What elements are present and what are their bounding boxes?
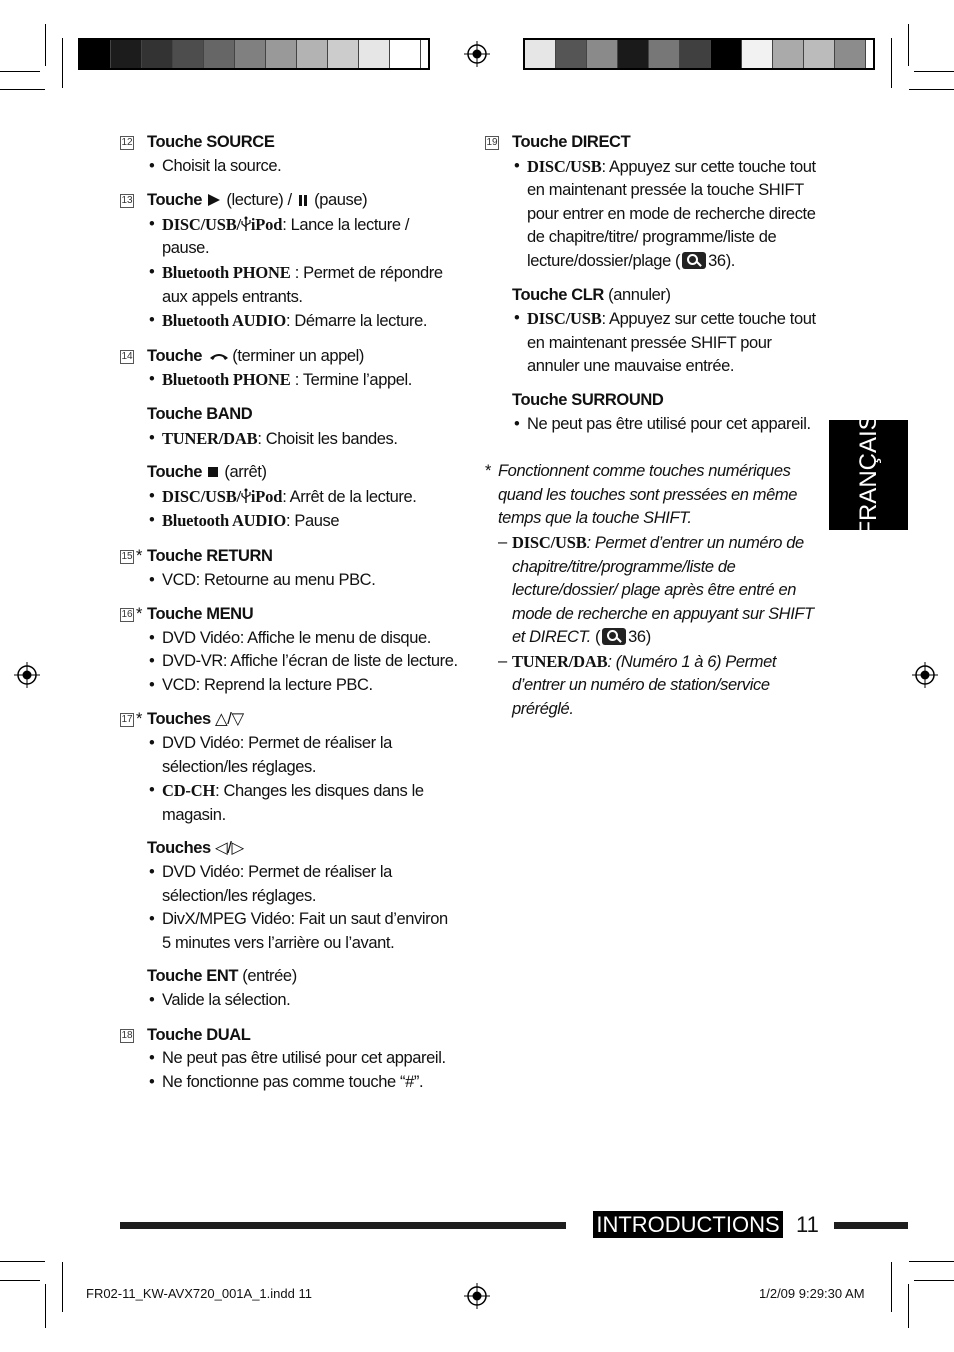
usb-icon bbox=[241, 216, 251, 232]
color-swatch bbox=[390, 40, 421, 68]
color-swatch bbox=[835, 40, 866, 68]
bullet: • Bluetooth PHONE : Termine l’appel. bbox=[120, 368, 460, 393]
bullet: • VCD: Reprend la lecture PBC. bbox=[120, 674, 460, 698]
color-swatch bbox=[297, 40, 328, 68]
bullet: • DISC/USB: Appuyez sur cette touche tout en maintenant pressée SHIFT pour annuler une mauvaise entrée. bbox=[485, 307, 825, 379]
crop-mark bbox=[908, 1284, 909, 1328]
color-swatch bbox=[235, 40, 266, 68]
bullet: • Valide la sélection. bbox=[120, 989, 460, 1013]
bullet: • DVD-VR: Affiche l’écran de liste de lecture. bbox=[120, 650, 460, 674]
item-number: 17 bbox=[121, 714, 133, 726]
bullet: • Ne peut pas être utilisé pour cet appareil. bbox=[485, 413, 825, 437]
crop-mark bbox=[909, 1261, 954, 1262]
section-heading: * Touche RETURN bbox=[136, 546, 273, 565]
crop-mark bbox=[914, 71, 954, 72]
bullet: • DISC/USB/ iPod: Lance la lecture / pause. bbox=[120, 213, 460, 261]
crop-mark bbox=[45, 1284, 46, 1328]
crop-mark bbox=[0, 1280, 40, 1281]
color-bar-left bbox=[78, 38, 430, 70]
color-swatch bbox=[111, 40, 142, 68]
right-column bbox=[485, 131, 825, 722]
color-swatch bbox=[173, 40, 204, 68]
section-heading: Touche (terminer un appel) bbox=[147, 346, 365, 365]
crop-mark bbox=[891, 38, 892, 88]
search-reference-icon bbox=[682, 252, 706, 269]
crop-mark bbox=[914, 1280, 954, 1281]
item-number: 19 bbox=[486, 137, 498, 148]
item-number: 15 bbox=[121, 550, 133, 562]
bullet: • Bluetooth PHONE : Permet de répondre aux appels entrants. bbox=[120, 261, 460, 309]
crop-mark bbox=[62, 1262, 63, 1312]
up-down-arrows-icon: △/▽ bbox=[215, 710, 244, 729]
section-heading: Touche DUAL bbox=[147, 1025, 251, 1044]
left-right-arrows-icon: ◁/▷ bbox=[215, 839, 244, 858]
section-direct bbox=[485, 131, 825, 436]
section-play-pause bbox=[120, 189, 460, 334]
hang-up-icon bbox=[208, 351, 230, 361]
pause-icon bbox=[298, 195, 308, 206]
slug-file: FR02-11_KW-AVX720_001A_1.indd 11 bbox=[86, 1286, 312, 1301]
color-swatch bbox=[804, 40, 835, 68]
section-ent: Touche ENT (entrée) bbox=[147, 967, 297, 986]
color-swatch bbox=[649, 40, 680, 68]
color-swatch bbox=[525, 40, 556, 68]
color-swatch bbox=[266, 40, 297, 68]
color-swatch bbox=[587, 40, 618, 68]
section-left-right: Touches ◁/▷ bbox=[147, 839, 244, 858]
registration-mark-icon bbox=[464, 41, 490, 67]
section-clr: Touche CLR (annuler) bbox=[512, 285, 671, 304]
color-swatch bbox=[742, 40, 773, 68]
section-stop: Touche (arrêt) bbox=[147, 463, 267, 482]
bullet: • Bluetooth AUDIO: Pause bbox=[120, 509, 460, 534]
footnote-item: – DISC/USB: Permet d’entrer un numéro de chapitre/titre/programme/liste de lecture/dossier/ plage après être entré en mode de recherche en appuyant sur SHIFT et DIRECT. ( 36) bbox=[498, 532, 814, 647]
crop-mark bbox=[45, 24, 46, 66]
bullet: • Bluetooth AUDIO: Démarre la lecture. bbox=[120, 309, 460, 334]
bullet: • DivX/MPEG Vidéo: Fait un saut d’environ 5 minutes vers l’arrière ou l’avant. bbox=[120, 908, 460, 955]
crop-mark bbox=[0, 71, 40, 72]
play-icon bbox=[208, 194, 220, 206]
item-number: 16 bbox=[121, 609, 133, 621]
color-swatch bbox=[618, 40, 649, 68]
item-number: 14 bbox=[121, 350, 133, 362]
color-bar-right bbox=[523, 38, 875, 70]
footer-rule bbox=[120, 1222, 566, 1229]
section-label: INTRODUCTIONS bbox=[593, 1211, 783, 1238]
language-tab bbox=[829, 414, 908, 536]
item-number: 13 bbox=[121, 195, 133, 207]
language-tab-label: FRANÇAIS bbox=[854, 414, 882, 536]
footnote-item: – TUNER/DAB: (Numéro 1 à 6) Permet d’entrer un numéro de station/service préréglé. bbox=[498, 651, 777, 719]
section-up-down bbox=[120, 708, 460, 1012]
color-swatch bbox=[142, 40, 173, 68]
color-swatch bbox=[328, 40, 359, 68]
left-column bbox=[120, 131, 460, 1105]
color-swatch bbox=[773, 40, 804, 68]
color-swatch bbox=[80, 40, 111, 68]
footnote: * Fonctionnent comme touches numériques quand les touches sont pressées en même temps que la touche SHIFT. bbox=[485, 462, 798, 528]
crop-mark bbox=[909, 89, 954, 90]
bullet: • Ne peut pas être utilisé pour cet appareil. bbox=[120, 1047, 460, 1071]
crop-mark bbox=[0, 89, 45, 90]
section-end-call bbox=[120, 345, 460, 534]
color-swatch bbox=[359, 40, 390, 68]
bullet: • DISC/USB/ iPod: Arrêt de la lecture. bbox=[120, 485, 460, 510]
item-number: 12 bbox=[121, 137, 133, 148]
registration-mark-icon bbox=[912, 662, 938, 688]
bullet: • CD-CH: Changes les disques dans le magasin. bbox=[120, 779, 460, 827]
bullet: • Choisit la source. bbox=[120, 155, 460, 179]
stop-icon bbox=[208, 467, 218, 477]
crop-mark bbox=[891, 1262, 892, 1312]
section-dual bbox=[120, 1024, 460, 1095]
section-heading: Touche SOURCE bbox=[147, 133, 275, 151]
color-swatch bbox=[711, 40, 742, 68]
section-heading: * Touches △/▽ bbox=[136, 710, 244, 729]
bullet: • TUNER/DAB: Choisit les bandes. bbox=[120, 427, 460, 452]
crop-mark bbox=[0, 1261, 45, 1262]
color-swatch bbox=[204, 40, 235, 68]
registration-mark-icon bbox=[14, 662, 40, 688]
section-heading: * Touche MENU bbox=[136, 605, 254, 624]
usb-icon bbox=[241, 488, 251, 504]
bullet: • DISC/USB: Appuyez sur cette touche tout en maintenant pressée la touche SHIFT pour entrer en mode de recherche directe de chapitre/titre/ programme/liste de lecture/dossier/plage ( 36). bbox=[485, 155, 825, 274]
section-menu bbox=[120, 603, 460, 697]
color-swatch bbox=[680, 40, 711, 68]
search-reference-icon bbox=[602, 628, 626, 645]
color-swatch bbox=[556, 40, 587, 68]
item-number: 18 bbox=[121, 1029, 133, 1041]
section-source bbox=[120, 131, 460, 178]
section-heading: Touche (lecture) / (pause) bbox=[147, 191, 368, 210]
bullet: • DVD Vidéo: Permet de réaliser la sélection/les réglages. bbox=[120, 732, 460, 779]
registration-mark-icon bbox=[464, 1283, 490, 1309]
section-band: Touche BAND bbox=[147, 404, 253, 423]
section-heading: Touche DIRECT bbox=[512, 133, 631, 151]
crop-mark bbox=[62, 38, 63, 88]
section-return bbox=[120, 545, 460, 592]
bullet: • VCD: Retourne au menu PBC. bbox=[120, 569, 460, 593]
bullet: • DVD Vidéo: Affiche le menu de disque. bbox=[120, 627, 460, 651]
bullet: • DVD Vidéo: Permet de réaliser la sélection/les réglages. bbox=[120, 861, 460, 908]
crop-mark bbox=[908, 24, 909, 66]
slug-date: 1/2/09 9:29:30 AM bbox=[759, 1286, 865, 1301]
bullet: • Ne fonctionne pas comme touche “#”. bbox=[120, 1071, 460, 1095]
footer-rule bbox=[834, 1222, 908, 1229]
page-number: 11 bbox=[796, 1212, 819, 1237]
section-surround: Touche SURROUND bbox=[512, 390, 664, 409]
